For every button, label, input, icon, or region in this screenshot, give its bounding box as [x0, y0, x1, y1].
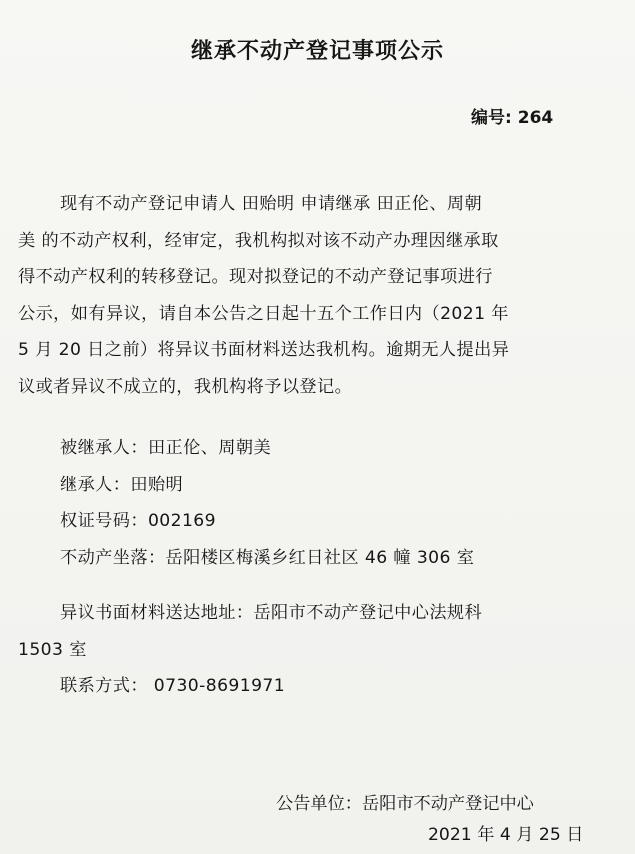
contact-field: 联系方式： 0730-8691971	[60, 676, 286, 696]
body-line: 5 月 20 日之前）将异议书面材料送达我机构。逾期无人提出异	[18, 340, 510, 360]
notice-body	[18, 186, 622, 405]
spacer	[18, 576, 628, 595]
heir-field: 继承人：田贻明	[60, 474, 184, 495]
certificate-field: 权证号码：002169	[60, 511, 216, 531]
body-line: 现有不动产登记申请人 田贻明 申请继承 田正伦、周朝	[60, 194, 483, 214]
serial-label: 编号:	[471, 108, 512, 128]
decedent-field: 被继承人：田正伦、周朝美	[60, 438, 272, 458]
objection-address-continuation: 1503 室	[18, 639, 87, 660]
issue-date: 2021 年 4 月 25 日	[428, 825, 584, 845]
body-line: 议或者异议不成立的，我机构将予以登记。	[18, 376, 353, 397]
document-title: 继承不动产登记事项公示	[190, 39, 444, 64]
body-line: 得不动产权利的转移登记。现对拟登记的不动产登记事项进行	[18, 267, 493, 287]
location-field: 不动产坐落：岳阳楼区梅溪乡红日社区 46 幢 306 室	[60, 547, 475, 568]
serial-value: 264	[517, 108, 554, 128]
serial-number	[471, 103, 553, 128]
body-line: 公示，如有异议，请自本公告之日起十五个工作日内（2021 年	[18, 303, 509, 324]
notice-fields	[18, 430, 628, 705]
issuer: 公告单位：岳阳市不动产登记中心	[276, 794, 534, 814]
objection-address-field: 异议书面材料送达地址：岳阳市不动产登记中心法规科	[60, 603, 483, 623]
body-line: 美 的不动产权利，经审定，我机构拟对该不动产办理因继承取	[18, 230, 499, 251]
